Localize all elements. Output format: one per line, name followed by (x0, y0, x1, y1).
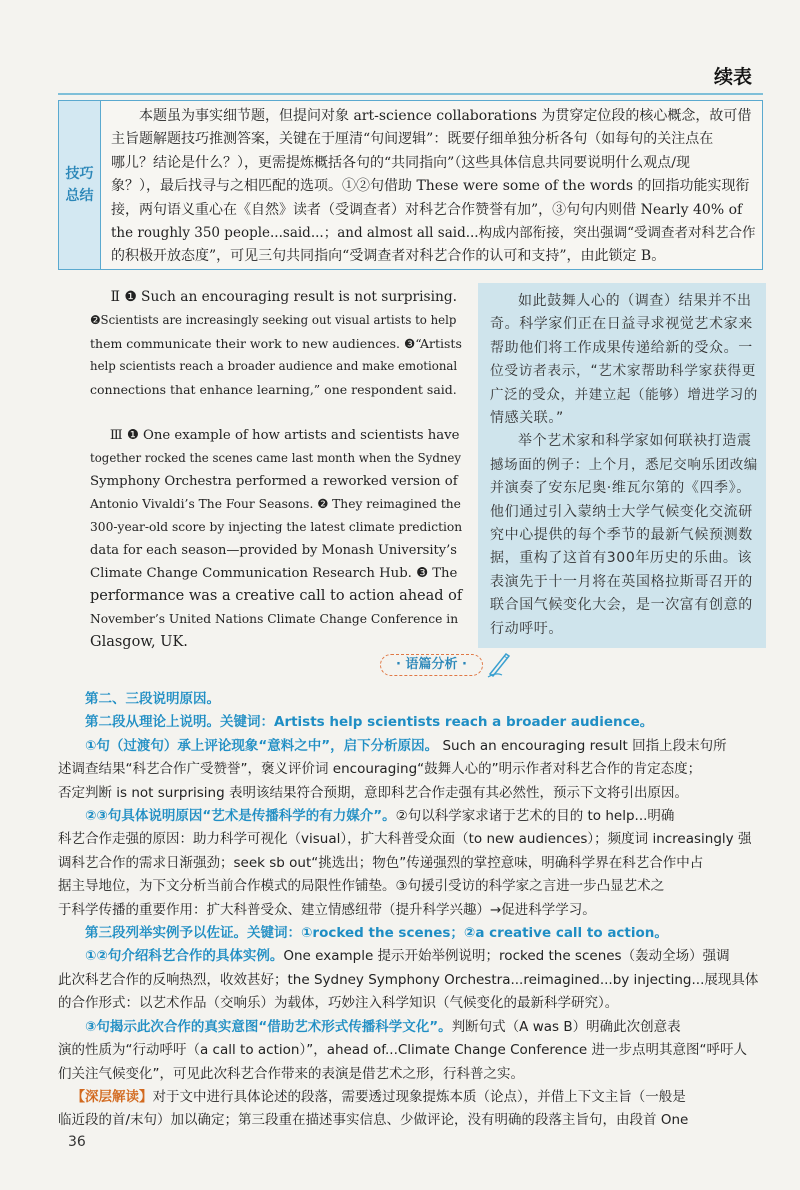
tips-line: 的积极开放态度”，可见三句共同指向“受调查者对科艺合作的认可和支持”，由此锁定 B。 (111, 248, 666, 265)
passage-paragraph-3 (90, 424, 462, 654)
analysis-text: 临近段的首/末句）加以确定；第三段重在描述事实信息、少做评论，没有明确的段落主旨句，由段首 One (58, 1112, 689, 1129)
analysis-text: 述调查结果“科艺合作广受赞誉”，褒义评价词 encouraging“鼓舞人心的”明示作者对科艺合作的肯定态度； (58, 761, 702, 778)
translation-line: 举个艺术家和科学家如何联袂打造震 (518, 433, 752, 450)
analysis-text: 判断句式（A was B）明确此次创意表 (451, 1018, 681, 1035)
analysis-text: Such an encouraging result 回指上段末句所 (442, 737, 727, 754)
passage-line: Ⅱ ❶ Such an encouraging result is not surprising. (110, 289, 458, 305)
passage-line: connections that enhance learning,” one respondent said. (90, 382, 457, 397)
analysis-text: 们关注气候变化”，可见此次科艺合作带来的表演是借艺术之形，行科普之实。 (58, 1065, 524, 1082)
translation-line: 据，重构了这首有300年历史的乐曲。该 (490, 550, 753, 567)
translation-line: 表演先于十一月将在英国格拉斯哥召开的 (490, 573, 753, 590)
translation-text (490, 290, 758, 641)
tips-line: the roughly 350 people...said...；and almost all said...构成内部衔接，突出强调“受调查者对科艺合作 (111, 225, 756, 242)
tips-label-line-2: 总结 (65, 188, 94, 204)
section-label: · 语篇分析 · (380, 654, 483, 676)
passage-line: Ⅲ ❶ One example of how artists and scientists have (109, 428, 460, 443)
analysis-point-lead: ①句（过渡句）承上评论现象“意料之中”，启下分析原因。 (85, 737, 439, 754)
analysis-body (58, 688, 770, 1133)
tips-line: 本题虽为事实细节题，但提问对象 art-science collaborations 为贯穿定位段的核心概念，故可借 (139, 108, 752, 124)
passage-line: Climate Change Communication Research Hub. ❸ The (90, 566, 458, 581)
passage-line: November’s United Nations Climate Change Conference in (90, 612, 459, 626)
translation-line: 他们通过引入蒙纳士大学气候变化交流研 (490, 503, 753, 520)
analysis-point-lead: ①②句介绍科艺合作的具体实例。 (85, 948, 284, 965)
analysis-point-lead: ③句揭示此次合作的真实意图“借助艺术形式传播科学文化”。 (85, 1018, 452, 1035)
translation-line: 帮助他们将工作成果传递给新的受众。一 (490, 339, 753, 356)
analysis-text: 否定判断 is not surprising 表明该结果符合预期，意即科艺合作走强有其必然性，预示下文将引出原因。 (58, 784, 688, 801)
analysis-heading: 第二、三段说明原因。 (85, 691, 220, 707)
header-divider (58, 93, 763, 95)
translation-line: 如此鼓舞人心的（调查）结果并不出 (518, 293, 752, 309)
passage-line: data for each season—provided by Monash University’s (90, 543, 457, 558)
passage-line: performance was a creative call to action ahead of (90, 588, 463, 604)
passage-line: them communicate their work to new audiences. ❸“Artists (90, 336, 462, 351)
analysis-text: One example 提示开始举例说明；rocked the scenes（轰动全场）强调 (283, 948, 730, 965)
analysis-text: 据主导地位，为下文分析当前合作模式的局限性作铺垫。③句援引受访的科学家之言进一步凸显艺术之 (58, 878, 665, 895)
analysis-text: 此次科艺合作的反响热烈，收效甚好；the Sydney Symphony Orchestra...reimagined...by injecting...展现具体 (58, 971, 759, 988)
analysis-text: 调科艺合作的需求日渐强劲；seek sb out“挑选出；物色”传递强烈的掌控意味，明确科学界在科艺合作中占 (58, 854, 704, 871)
analysis-text: 科艺合作走强的原因：助力科学可视化（visual），扩大科普受众面（to new audiences）；频度词 increasingly 强 (58, 831, 752, 848)
page-number: 36 (68, 1134, 86, 1150)
tips-line: 主旨题解题技巧推测答案，关键在于厘清“句间逻辑”：既要仔细单独分析各句（如每句的关注点在 (111, 131, 714, 148)
passage-line: help scientists reach a broader audience and make emotional (90, 359, 458, 373)
analysis-heading: 第三段列举实例予以佐证。关键词：①rocked the scenes；②a creative call to action。 (85, 925, 668, 942)
translation-line: 奇。科学家们正在日益寻求视觉艺术家来 (490, 316, 753, 333)
translation-line: 撼场面的例子：上个月，悉尼交响乐团改编 (490, 456, 758, 473)
passage-paragraph-2 (90, 286, 462, 401)
analysis-text: ②句以科学家求诸于艺术的目的 to help...明确 (395, 808, 675, 825)
passage-line: Antonio Vivaldi’s The Four Seasons. ❷ They reimagined the (90, 497, 461, 511)
analysis-point-lead: ②③句具体说明原因“艺术是传播科学的有力媒介”。 (85, 808, 396, 825)
passage-line: 300-year-old score by injecting the latest climate prediction (90, 520, 463, 534)
passage-line: Glasgow, UK. (90, 634, 188, 650)
passage-line: together rocked the scenes came last month when the Sydney (90, 451, 461, 465)
passage-line: Symphony Orchestra performed a reworked version of (90, 474, 458, 489)
tips-line: 象？），最后找寻与之相匹配的选项。①②句借助 These were some of the words 的回指功能实现衔 (111, 178, 750, 195)
tips-summary-box (58, 100, 763, 270)
tips-label-line-1: 技巧 (65, 166, 94, 182)
translation-line: 位受访者表示，“艺术家帮助科学家获得更 (490, 363, 757, 380)
deep-reading-label: 【深层解读】 (71, 1088, 153, 1105)
passage-line: ❷Scientists are increasingly seeking out visual artists to help (90, 313, 457, 327)
analysis-heading: 第二段从理论上说明。关键词：Artists help scientists reach a broader audience。 (85, 714, 654, 731)
translation-line: 情感关联。” (490, 410, 564, 427)
tips-label (59, 101, 101, 269)
continued-table-label: 续表 (713, 66, 752, 88)
analysis-text: 对于文中进行具体论述的段落，需要透过现象提炼本质（论点），并借上下文主旨（一般是 (152, 1088, 686, 1105)
tips-line: 哪儿？结论是什么？），更需提炼概括各句的“共同指向”（这些具体信息共同要说明什么观点/现 (111, 154, 691, 171)
tips-body (111, 105, 756, 269)
translation-line: 并演奏了安东尼奥·维瓦尔第的《四季》。 (490, 480, 751, 497)
translation-line: 广泛的受众，并建立起（能够）增进学习的 (490, 386, 758, 403)
translation-line: 联合国气候变化大会，是一次富有创意的 (490, 597, 753, 614)
analysis-text: 于科学传播的重要作用：扩大科普受众、建立情感纽带（提升科学兴趣）→促进科学学习。 (58, 901, 596, 918)
translation-line: 究中心提供的每个季节的最新气候预测数 (490, 527, 753, 544)
analysis-text: 演的性质为“行动呼吁（a call to action）”，ahead of...Climate Change Conference 进一步点明其意图“呼吁人 (58, 1042, 748, 1059)
translation-line: 行动呼吁。 (490, 620, 563, 637)
pen-icon (486, 650, 512, 678)
analysis-text: 的合作形式：以艺术作品（交响乐）为载体，巧妙注入科学知识（气候变化的最新科学研究）。 (58, 995, 619, 1012)
tips-line: 接，两句语义重心在《自然》读者（受调查者）对科艺合作赞誉有加”，③句句内则借 Nearly 40% of (111, 201, 743, 218)
